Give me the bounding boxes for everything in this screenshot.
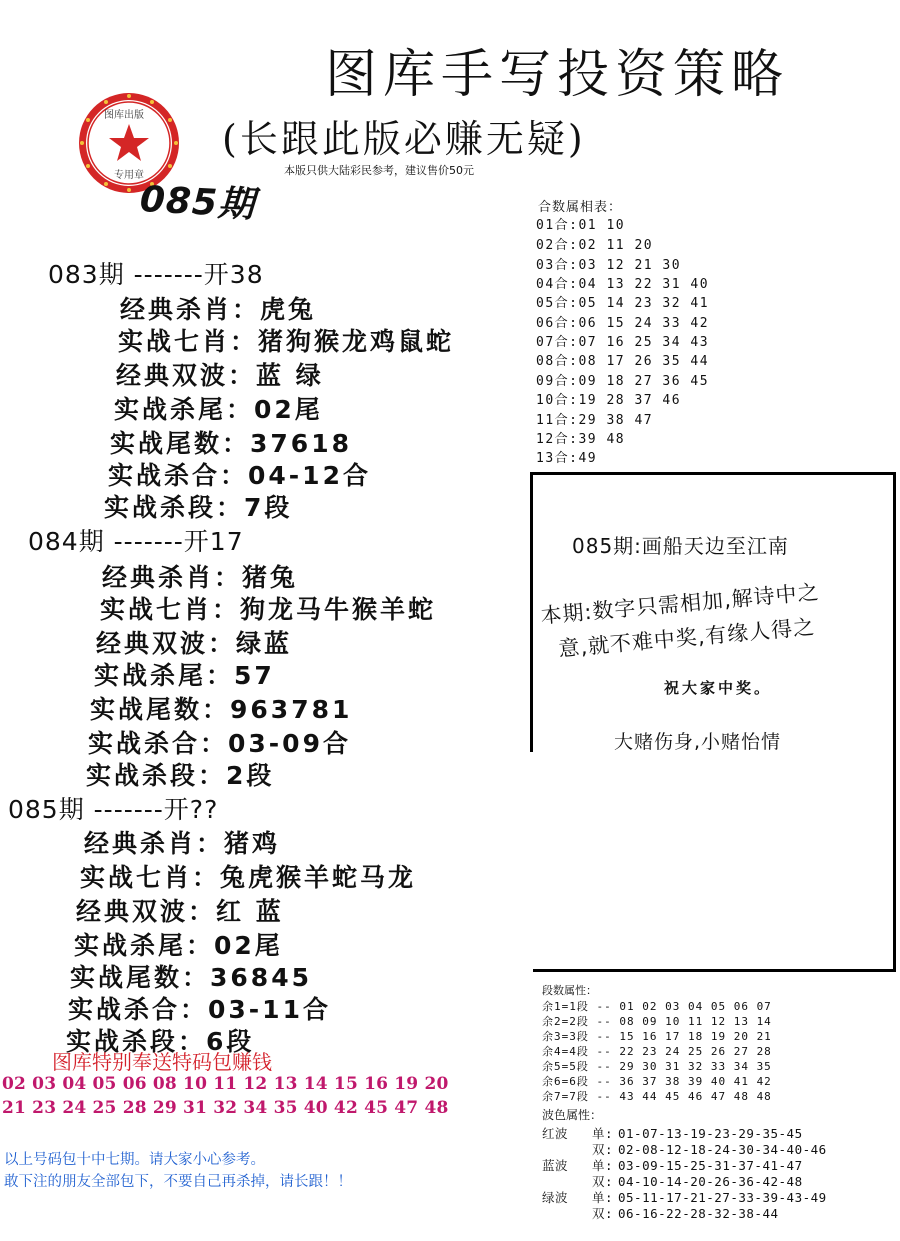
wave-type: 双: (592, 1206, 614, 1221)
sum-table-title: 合数属相表： (538, 200, 623, 215)
advice-line: 以上号码包十中七期。请大家小心参考。 (4, 1152, 265, 1168)
row-label: 经典双波： (76, 897, 217, 926)
box-gap (527, 752, 533, 974)
segment-row: 余5=5段 -- 29 30 31 32 33 34 35 (542, 1060, 772, 1073)
row-value: 02尾 (214, 931, 283, 960)
row-value: 03-09合 (228, 729, 351, 758)
seal-bottom-text: 专用章 (114, 170, 144, 181)
warning-text: 大赌伤身,小赌怡情 (614, 731, 782, 753)
row-label: 经典杀肖： (102, 563, 243, 592)
sum-row: 04合:04 13 22 31 40 (536, 277, 710, 292)
row-value: 蓝 绿 (256, 361, 324, 390)
issue-row (70, 958, 312, 994)
wave-type: 单: (592, 1126, 614, 1141)
sum-row: 11合:29 38 47 (536, 413, 654, 428)
row-value: 37618 (250, 429, 352, 458)
issue-row (86, 756, 274, 792)
issue-row (84, 824, 280, 860)
row-label: 实战七肖： (118, 327, 259, 356)
issue-row (76, 892, 284, 928)
row-label: 实战尾数： (70, 963, 211, 992)
row-label: 实战杀合： (108, 461, 249, 490)
price-note: 本版只供大陆彩民参考，建议售价50元 (284, 164, 474, 177)
wave-type: 单: (592, 1190, 614, 1205)
sum-row: 10合:19 28 37 46 (536, 393, 682, 408)
sum-row: 07合:07 16 25 34 43 (536, 335, 710, 350)
row-value: 虎兔 (260, 295, 317, 324)
advice-line: 敢下注的朋友全部包下，不要自己再杀掉，请长跟！！ (4, 1174, 352, 1190)
page-subtitle: (长跟此版必赚无疑) (222, 117, 586, 161)
segment-row: 余4=4段 -- 22 23 24 25 26 27 28 (542, 1045, 772, 1058)
issue-row (94, 656, 275, 692)
row-label: 经典杀肖： (120, 295, 261, 324)
row-value: 猪狗猴龙鸡鼠蛇 (258, 327, 455, 356)
issue-row (110, 424, 352, 460)
sum-row: 03合:03 12 21 30 (536, 258, 682, 273)
current-issue: 085期 (138, 179, 256, 226)
wave-type: 单: (592, 1158, 614, 1173)
page-title: 图库手写投资策略 (325, 45, 790, 105)
row-label: 实战七肖： (100, 595, 241, 624)
issue-header: 084期 -------开17 (28, 527, 244, 556)
sum-row: 05合:05 14 23 32 41 (536, 296, 710, 311)
row-label: 实战七肖： (80, 863, 221, 892)
row-value: 04-12合 (248, 461, 371, 490)
row-label: 实战杀段： (66, 1027, 207, 1056)
row-value: 红 蓝 (216, 897, 284, 926)
row-value: 7段 (244, 493, 293, 522)
wave-table-title: 波色属性： (542, 1108, 603, 1122)
special-banner: 图库特别奉送特码包赚钱 (52, 1050, 272, 1074)
row-value: 狗龙马牛猴羊蛇 (240, 595, 437, 624)
issue-row (74, 926, 283, 962)
poem-line: 意,就不难中奖,有缘人得之 (557, 614, 817, 662)
poem-line: 085期:画船天边至江南 (572, 534, 789, 558)
special-numbers-line: 02 03 04 05 06 08 10 11 12 13 14 15 16 19 20 (2, 1074, 449, 1094)
wave-nums: 04-10-14-20-26-36-42-48 (618, 1174, 803, 1189)
row-value: 猪兔 (242, 563, 299, 592)
issue-row (88, 724, 351, 760)
poem-line: 本期:数字只需相加,解诗中之 (539, 579, 821, 629)
wave-type: 双: (592, 1142, 614, 1157)
issue-row (118, 322, 454, 358)
row-label: 经典双波： (116, 361, 257, 390)
wave-color: 绿波 (542, 1190, 569, 1205)
wish-text: 祝大家中奖。 (664, 679, 773, 697)
row-label: 实战杀尾： (114, 395, 255, 424)
wave-nums: 05-11-17-21-27-33-39-43-49 (618, 1190, 827, 1205)
row-value: 03-11合 (208, 995, 331, 1024)
sum-row: 01合:01 10 (536, 218, 626, 233)
wave-color: 蓝波 (542, 1158, 569, 1173)
sum-row: 12合:39 48 (536, 432, 626, 447)
segment-row: 余2=2段 -- 08 09 10 11 12 13 14 (542, 1015, 772, 1028)
row-value: 963781 (230, 695, 353, 724)
row-label: 实战杀合： (88, 729, 229, 758)
special-numbers-line: 21 23 24 25 28 29 31 32 34 35 40 42 45 47 48 (2, 1098, 449, 1118)
row-value: 02尾 (254, 395, 323, 424)
row-label: 实战杀段： (86, 761, 227, 790)
wave-color: 红波 (542, 1126, 569, 1141)
issue-header: 083期 -------开38 (48, 260, 264, 289)
sum-row: 09合:09 18 27 36 45 (536, 374, 710, 389)
row-label: 经典双波： (96, 629, 237, 658)
wave-nums: 03-09-15-25-31-37-41-47 (618, 1158, 803, 1173)
wave-nums: 02-08-12-18-24-30-34-40-46 (618, 1142, 827, 1157)
sum-row: 08合:08 17 26 35 44 (536, 354, 710, 369)
issue-row (108, 456, 371, 492)
issue-header: 085期 -------开?? (8, 795, 219, 824)
row-label: 实战尾数： (110, 429, 251, 458)
wave-nums: 01-07-13-19-23-29-35-45 (618, 1126, 803, 1141)
segment-row: 余1=1段 -- 01 02 03 04 05 06 07 (542, 1000, 772, 1013)
row-label: 实战尾数： (90, 695, 231, 724)
sum-row: 06合:06 15 24 33 42 (536, 316, 710, 331)
wave-type: 双: (592, 1174, 614, 1189)
row-value: 兔虎猴羊蛇马龙 (220, 863, 417, 892)
wave-row (542, 1204, 779, 1222)
sum-row: 13合:49 (536, 451, 598, 466)
issue-row (104, 488, 292, 524)
sum-row: 02合:02 11 20 (536, 238, 654, 253)
row-value: 猪鸡 (224, 829, 281, 858)
row-value: 36845 (210, 963, 312, 992)
row-label: 实战杀合： (68, 995, 209, 1024)
issue-row (120, 290, 316, 326)
segment-row: 余3=3段 -- 15 16 17 18 19 20 21 (542, 1030, 772, 1043)
seal-top-text: 图库出版 (104, 110, 144, 121)
issue-row (102, 558, 298, 594)
segment-row: 余7=7段 -- 43 44 45 46 47 48 48 (542, 1090, 772, 1103)
segment-row: 余6=6段 -- 36 37 38 39 40 41 42 (542, 1075, 772, 1088)
row-value: 2段 (226, 761, 275, 790)
row-label: 实战杀尾： (94, 661, 235, 690)
wave-nums: 06-16-22-28-32-38-44 (618, 1206, 779, 1221)
issue-row (100, 590, 436, 626)
row-value: 绿蓝 (236, 629, 293, 658)
issue-row (96, 624, 292, 660)
issue-row (80, 858, 416, 894)
issue-row (114, 390, 323, 426)
row-value: 57 (234, 661, 275, 690)
row-label: 经典杀肖： (84, 829, 225, 858)
issue-row (116, 356, 324, 392)
row-label: 实战杀尾： (74, 931, 215, 960)
segment-table-title: 段数属性： (542, 984, 597, 997)
issue-row (90, 690, 352, 726)
row-label: 实战杀段： (104, 493, 245, 522)
issue-row (68, 990, 331, 1026)
row-value: 6段 (206, 1027, 255, 1056)
